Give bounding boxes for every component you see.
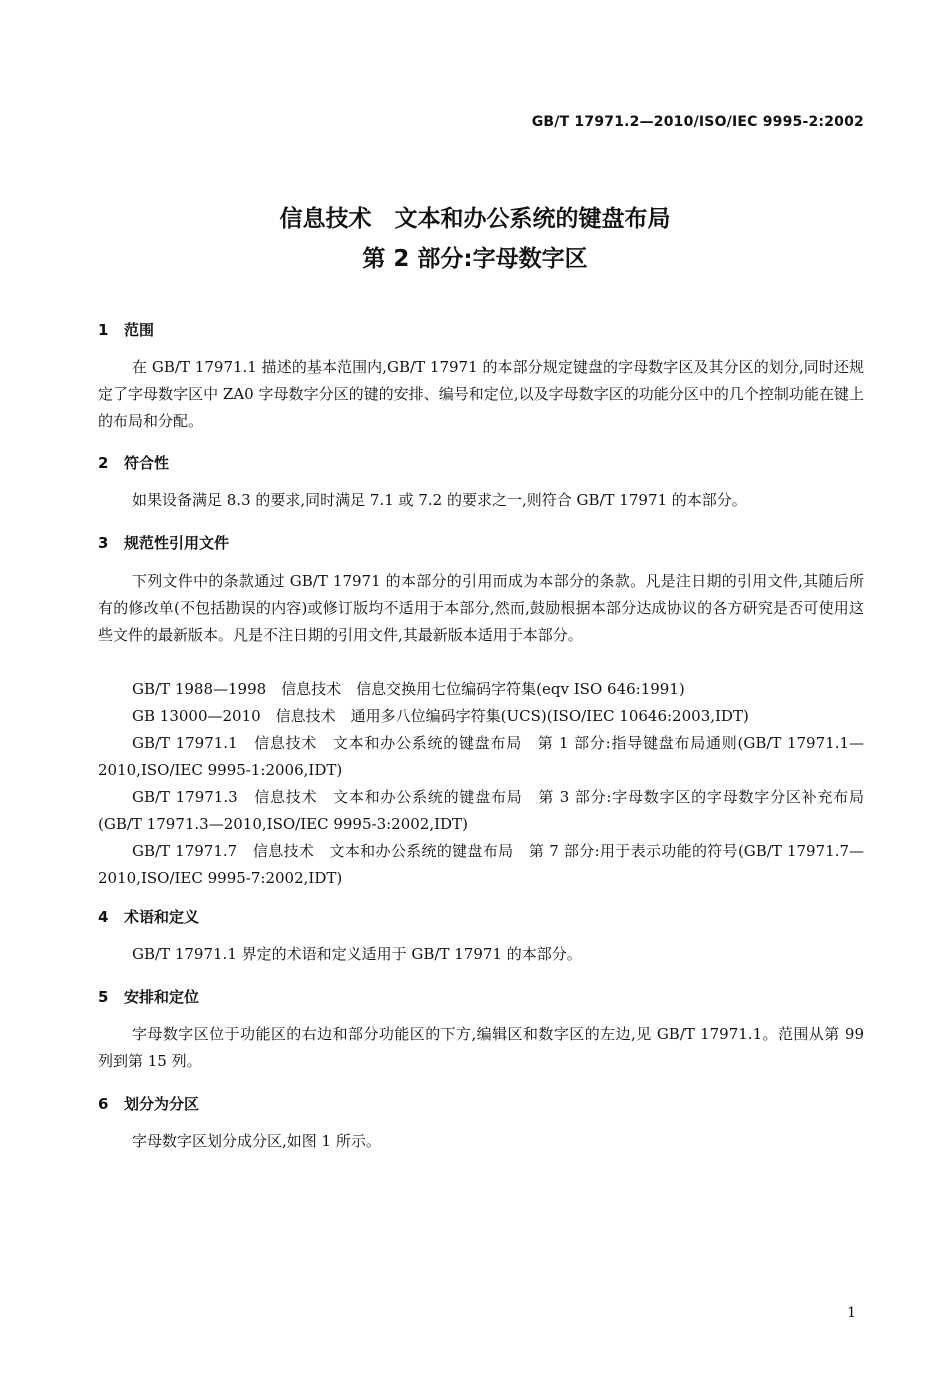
page-number: 1 [847,1305,856,1321]
reference-item: GB 13000—2010 信息技术 通用多八位编码字符集(UCS)(ISO/IEC 10646:2003,IDT) [132,707,749,725]
document-subtitle: 第 2 部分:字母数字区 [362,246,588,272]
section-heading-5 [98,986,199,1007]
section-body-2: 如果设备满足 8.3 的要求,同时满足 7.1 或 7.2 的要求之一,则符合 GB/T 17971 的本部分。 [132,491,747,509]
document-title: 信息技术 文本和办公系统的键盘布局 [279,206,671,232]
section-title: 术语和定义 [124,908,200,926]
standard-code-header: GB/T 17971.2—2010/ISO/IEC 9995-2:2002 [531,114,864,130]
section-heading-4 [98,906,199,927]
section-number: 1 [98,321,109,339]
section-title: 划分为分区 [124,1095,200,1113]
section-number: 3 [98,534,109,552]
section-title: 符合性 [124,454,170,472]
section-number: 2 [98,454,109,472]
section-heading-3 [98,532,229,553]
section-body-6: 字母数字区划分成分区,如图 1 所示。 [132,1132,381,1150]
reference-item: GB/T 17971.3 信息技术 文本和办公系统的键盘布局 第 3 部分:字母数字区的字母数字分区补充布局(GB/T 17971.3—2010,ISO/IEC 9995-3:2002,IDT) [98,788,864,833]
section-body-3: 下列文件中的条款通过 GB/T 17971 的本部分的引用而成为本部分的条款。凡是注日期的引用文件,其随后所有的修改单(不包括勘误的内容)或修订版均不适用于本部分,然而,鼓励根据本部分达成协议的各方研究是否可使用这些文件的最新版本。凡是不注日期的引用文件,其最新版本适用于本部分。 [98,572,864,644]
section-heading-1 [98,319,154,340]
section-title: 规范性引用文件 [124,534,230,552]
reference-item: GB/T 1988—1998 信息技术 信息交换用七位编码字符集(eqv ISO 646:1991) [132,680,685,698]
section-body-4: GB/T 17971.1 界定的术语和定义适用于 GB/T 17971 的本部分。 [132,945,582,963]
section-number: 6 [98,1095,109,1113]
section-number: 5 [98,988,109,1006]
section-title: 范围 [124,321,155,339]
reference-item: GB/T 17971.7 信息技术 文本和办公系统的键盘布局 第 7 部分:用于表示功能的符号(GB/T 17971.7—2010,ISO/IEC 9995-7:2002,IDT) [98,842,864,887]
section-title: 安排和定位 [124,988,200,1006]
section-body-1: 在 GB/T 17971.1 描述的基本范围内,GB/T 17971 的本部分规定键盘的字母数字区及其分区的划分,同时还规定了字母数字区中 ZA0 字母数字分区的键的安排、编号和定位,以及字母数字区的功能分区中的几个控制功能在键上的布局和分配。 [98,358,864,430]
section-body-5: 字母数字区位于功能区的右边和部分功能区的下方,编辑区和数字区的左边,见 GB/T 17971.1。范围从第 99 列到第 15 列。 [98,1025,864,1070]
section-heading-6 [98,1093,199,1114]
section-heading-2 [98,452,169,473]
reference-item: GB/T 17971.1 信息技术 文本和办公系统的键盘布局 第 1 部分:指导键盘布局通则(GB/T 17971.1—2010,ISO/IEC 9995-1:2006,IDT) [98,734,864,779]
section-number: 4 [98,908,109,926]
